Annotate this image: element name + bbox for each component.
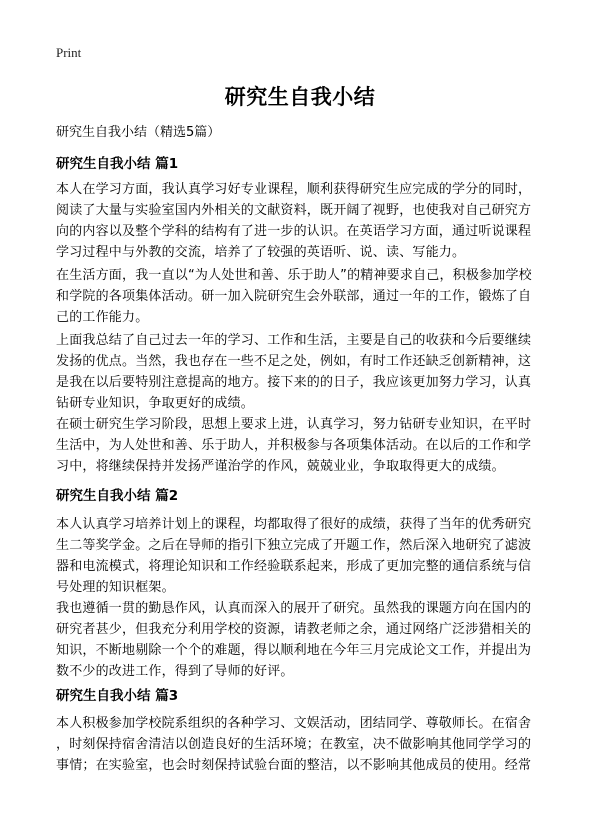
section-1-paragraph-4	[56, 414, 548, 477]
section-1-paragraph-1	[56, 179, 548, 263]
print-link[interactable]: Print	[56, 45, 82, 60]
document-subtitle: 研究生自我小结（精选5篇）	[56, 125, 221, 140]
text-line: 钻研专业知识，争取更好的成绩。	[56, 396, 255, 411]
text-line: 己的工作能力。	[56, 310, 149, 325]
text-line: 学习过程中与外教的交流，培养了了较强的英语听、说、读、写能力。	[56, 245, 466, 260]
section-1-paragraph-3	[56, 330, 548, 414]
text-line: 生活中，为人处世和善、乐于助人，并积极参与各项集体活动。在以后的工作和学	[56, 438, 532, 453]
text-line: 号处理的知识框架。	[56, 580, 175, 595]
text-line: 事情；在实验室，也会时刻保持试验台面的整洁，以不影响其他成员的使用。经常	[56, 758, 532, 773]
section-1-heading: 研究生自我小结 篇1	[56, 156, 179, 172]
text-line: ，时刻保持宿舍清洁以创造良好的生活环境；在教室，决不做影响其他同学学习的	[56, 737, 532, 752]
text-line: 本人在学习方面，我认真学习好专业课程，顺利获得研究生应完成的学分的同时，	[56, 182, 532, 197]
section-3-paragraph-1	[56, 713, 548, 776]
text-line: 我也遵循一贯的勤恳作风，认真而深入的展开了研究。虽然我的课题方向在国内的	[56, 601, 532, 616]
text-line: 是我在以后要特别注意提高的地方。接下来的的日子，我应该更加努力学习，认真	[56, 375, 532, 390]
section-1-paragraph-2	[56, 265, 548, 328]
section-3-heading: 研究生自我小结 篇3	[56, 688, 179, 704]
section-2-paragraph-1	[56, 514, 548, 598]
text-line: 在硕士研究生学习阶段，思想上要求上进，认真学习，努力钻研专业知识，在平时	[56, 417, 532, 432]
text-line: 在生活方面，我一直以“为人处世和善、乐于助人”的精神要求自己，积极参加学校	[56, 268, 532, 283]
text-line: 发扬的优点。当然，我也存在一些不足之处，例如，有时工作还缺乏创新精神，这	[56, 354, 532, 369]
text-line: 本人积极参加学校院系组织的各种学习、文娱活动，团结同学、尊敬师长。在宿舍	[56, 716, 532, 731]
page-title: 研究生自我小结	[224, 85, 376, 109]
text-line: 数不少的改进工作，得到了导师的好评。	[56, 664, 294, 679]
text-line: 知识，不断地剔除一个个的难题，得以顺利地在今年三月完成论文工作，并提出为	[56, 643, 532, 658]
text-line: 生二等奖学金。之后在导师的指引下独立完成了开题工作，然后深入地研究了滤波	[56, 538, 532, 553]
text-line: 本人认真学习培养计划上的课程，均都取得了很好的成绩，获得了当年的优秀研究	[56, 517, 532, 532]
section-2-paragraph-2	[56, 598, 548, 682]
text-line: 向的内容以及整个学科的结构有了进一步的认识。在英语学习方面，通过听说课程	[56, 224, 532, 239]
text-line: 和学院的各项集体活动。研一加入院研究生会外联部，通过一年的工作，锻炼了自	[56, 289, 532, 304]
text-line: 研究者甚少，但我充分利用学校的资源，请教老师之余，通过网络广泛涉猎相关的	[56, 622, 532, 637]
section-2-heading: 研究生自我小结 篇2	[56, 488, 179, 504]
text-line: 习中，将继续保持并发扬严谨治学的作风，兢兢业业，争取取得更大的成绩。	[56, 459, 505, 474]
text-line: 器和电流模式，将理论知识和工作经验联系起来，形成了更加完整的通信系统与信	[56, 559, 532, 574]
text-line: 阅读了大量与实验室国内外相关的文献资料，既开阔了视野，也使我对自己研究方	[56, 203, 532, 218]
text-line: 上面我总结了自己过去一年的学习、工作和生活，主要是自己的收获和今后要继续	[56, 333, 532, 348]
